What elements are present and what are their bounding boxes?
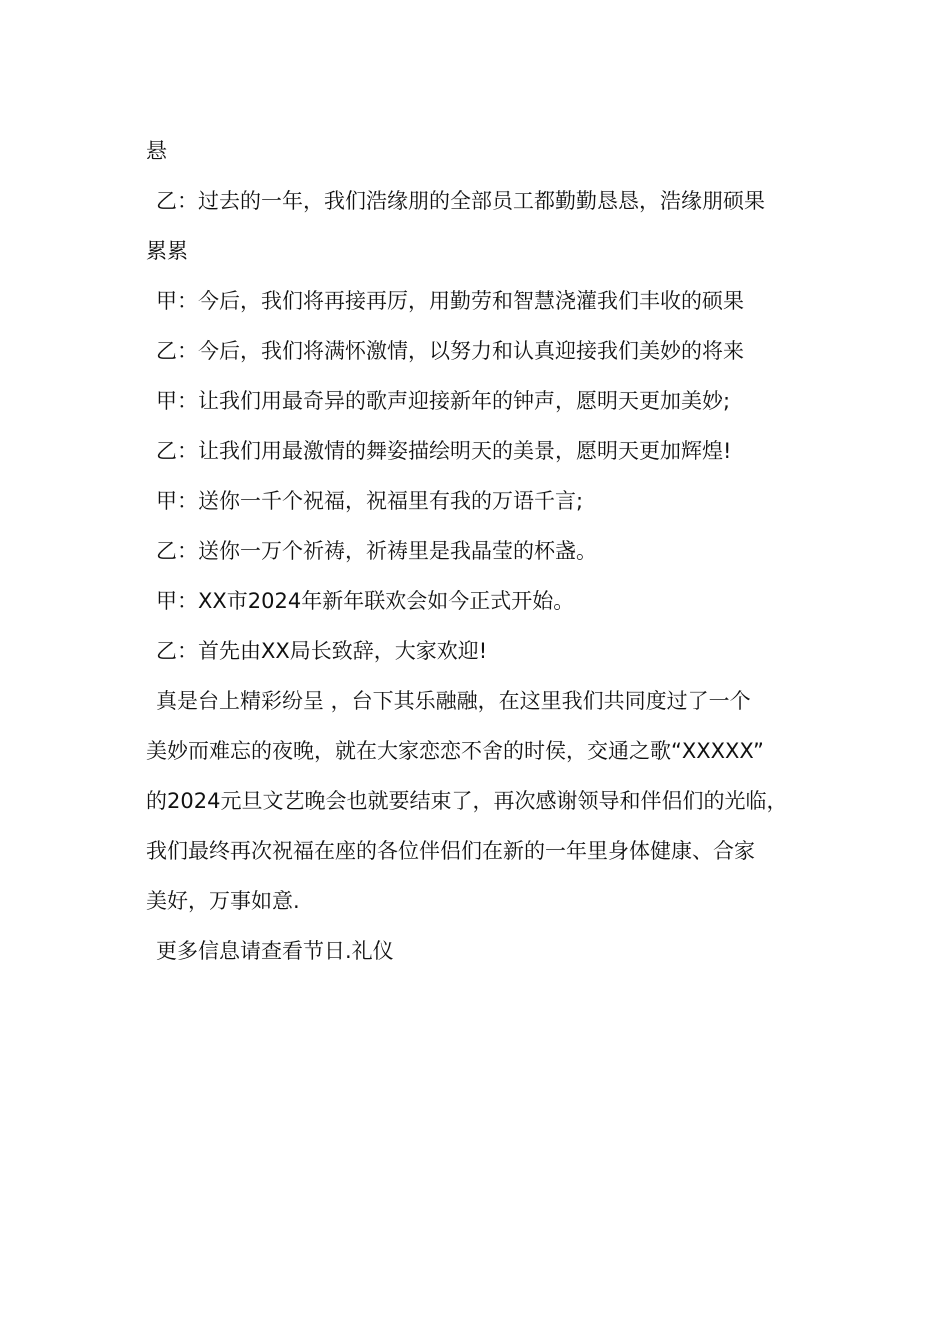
text-line: 乙：今后，我们将满怀激情，以努力和认真迎接我们美妙的将来 (156, 339, 744, 363)
text-line: 更多信息请查看节日.礼仪 (156, 939, 394, 963)
text-line: 真是台上精彩纷呈 ，台下其乐融融，在这里我们共同度过了一个 (156, 689, 751, 713)
text-line: 的2024元旦文艺晚会也就要结束了，再次感谢领导和伴侣们的光临， (146, 789, 788, 813)
text-line: 甲：今后，我们将再接再厉，用勤劳和智慧浇灌我们丰收的硕果 (156, 289, 744, 313)
text-line: 累累 (146, 239, 188, 263)
text-line: 乙：过去的一年，我们浩缘朋的全部员工都勤勤恳恳，浩缘朋硕果 (156, 189, 765, 213)
text-line: 甲：送你一千个祝福，祝福里有我的万语千言; (156, 489, 584, 513)
text-line: 乙：首先由XX局长致辞，大家欢迎! (156, 639, 488, 663)
text-line: 甲：XX市2024年新年联欢会如今正式开始。 (156, 589, 575, 613)
text-line: 美好，万事如意. (146, 889, 300, 913)
text-line: 悬 (146, 139, 167, 163)
text-line: 乙：送你一万个祈祷，祈祷里是我晶莹的杯盏。 (156, 539, 597, 563)
text-line: 乙：让我们用最激情的舞姿描绘明天的美景，愿明天更加辉煌! (156, 439, 732, 463)
document-body (146, 126, 816, 976)
text-line: 美妙而难忘的夜晚，就在大家恋恋不舍的时侯，交通之歌“XXXXX” (146, 739, 764, 763)
text-line: 我们最终再次祝福在座的各位伴侣们在新的一年里身体健康、合家 (146, 839, 755, 863)
text-line: 甲：让我们用最奇异的歌声迎接新年的钟声，愿明天更加美妙; (156, 389, 731, 413)
